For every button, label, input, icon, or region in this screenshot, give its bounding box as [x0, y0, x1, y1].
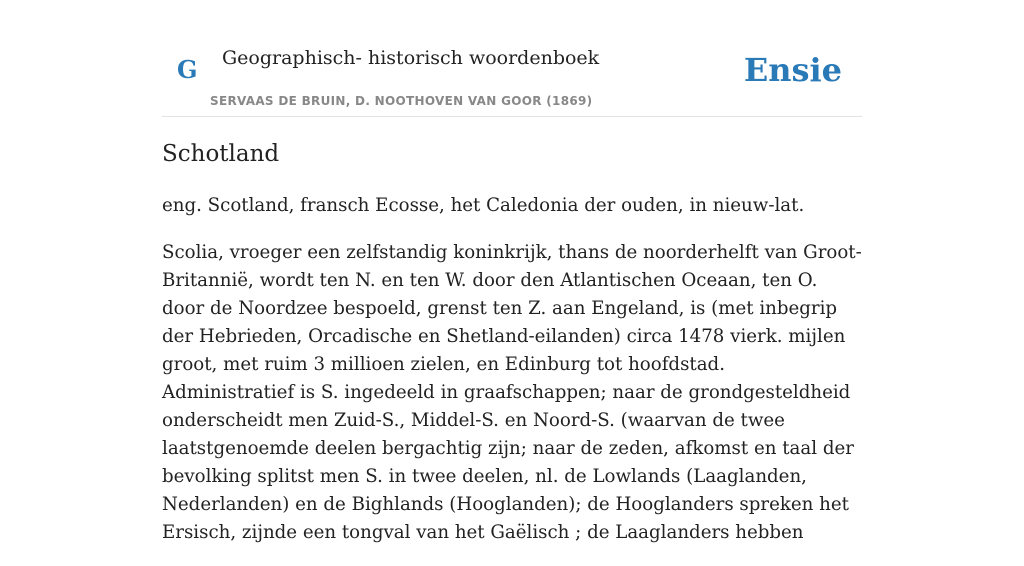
- header: [162, 0, 862, 117]
- page: [162, 0, 862, 543]
- book-logo-letter[interactable]: G: [177, 55, 198, 84]
- book-authors: SERVAAS DE BRUIN, D. NOOTHOVEN VAN GOOR (1869): [210, 94, 593, 108]
- entry-paragraph: eng. Scotland, fransch Ecosse, het Caledonia der ouden, in nieuw-lat.: [162, 195, 805, 216]
- entry-paragraph: Scolia, vroeger een zelfstandig koninkrijk, thans de noorderhelft van Groot-Britannië, wordt ten N. en ten W. door den Atlantischen Oceaan, ten O. door de Noordzee bespoeld, grenst ten Z. aan Engeland, is (met inbegrip der Hebrieden, Orcadische en Shetland-eilanden) circa 1478 vierk. mijlen groot, met ruim 3 millioen zielen, en Edinburg tot hoofdstad. Administratief is S. ingedeeld in graafschappen; naar de grondgesteldheid onderscheidt men Zuid-S., Middel-S. en Noord-S. (waarvan de twee laatstgenoemde deelen bergachtig zijn; naar de zeden, afkomst en taal der bevolking splitst men S. in twee deelen, nl. de Lowlands (Laaglanden, Nederlanden) en de Bighlands (Hooglanden); de Hooglanders spreken het Ersisch, zijnde een tongval van het Gaëlisch ; de Laaglanders hebben: [162, 242, 862, 543]
- entry-title: Schotland: [162, 141, 280, 167]
- brand-logo[interactable]: Ensie: [743, 51, 842, 89]
- book-title-link[interactable]: Geographisch- historisch woordenboek: [222, 47, 600, 69]
- entry-body: [162, 192, 862, 566]
